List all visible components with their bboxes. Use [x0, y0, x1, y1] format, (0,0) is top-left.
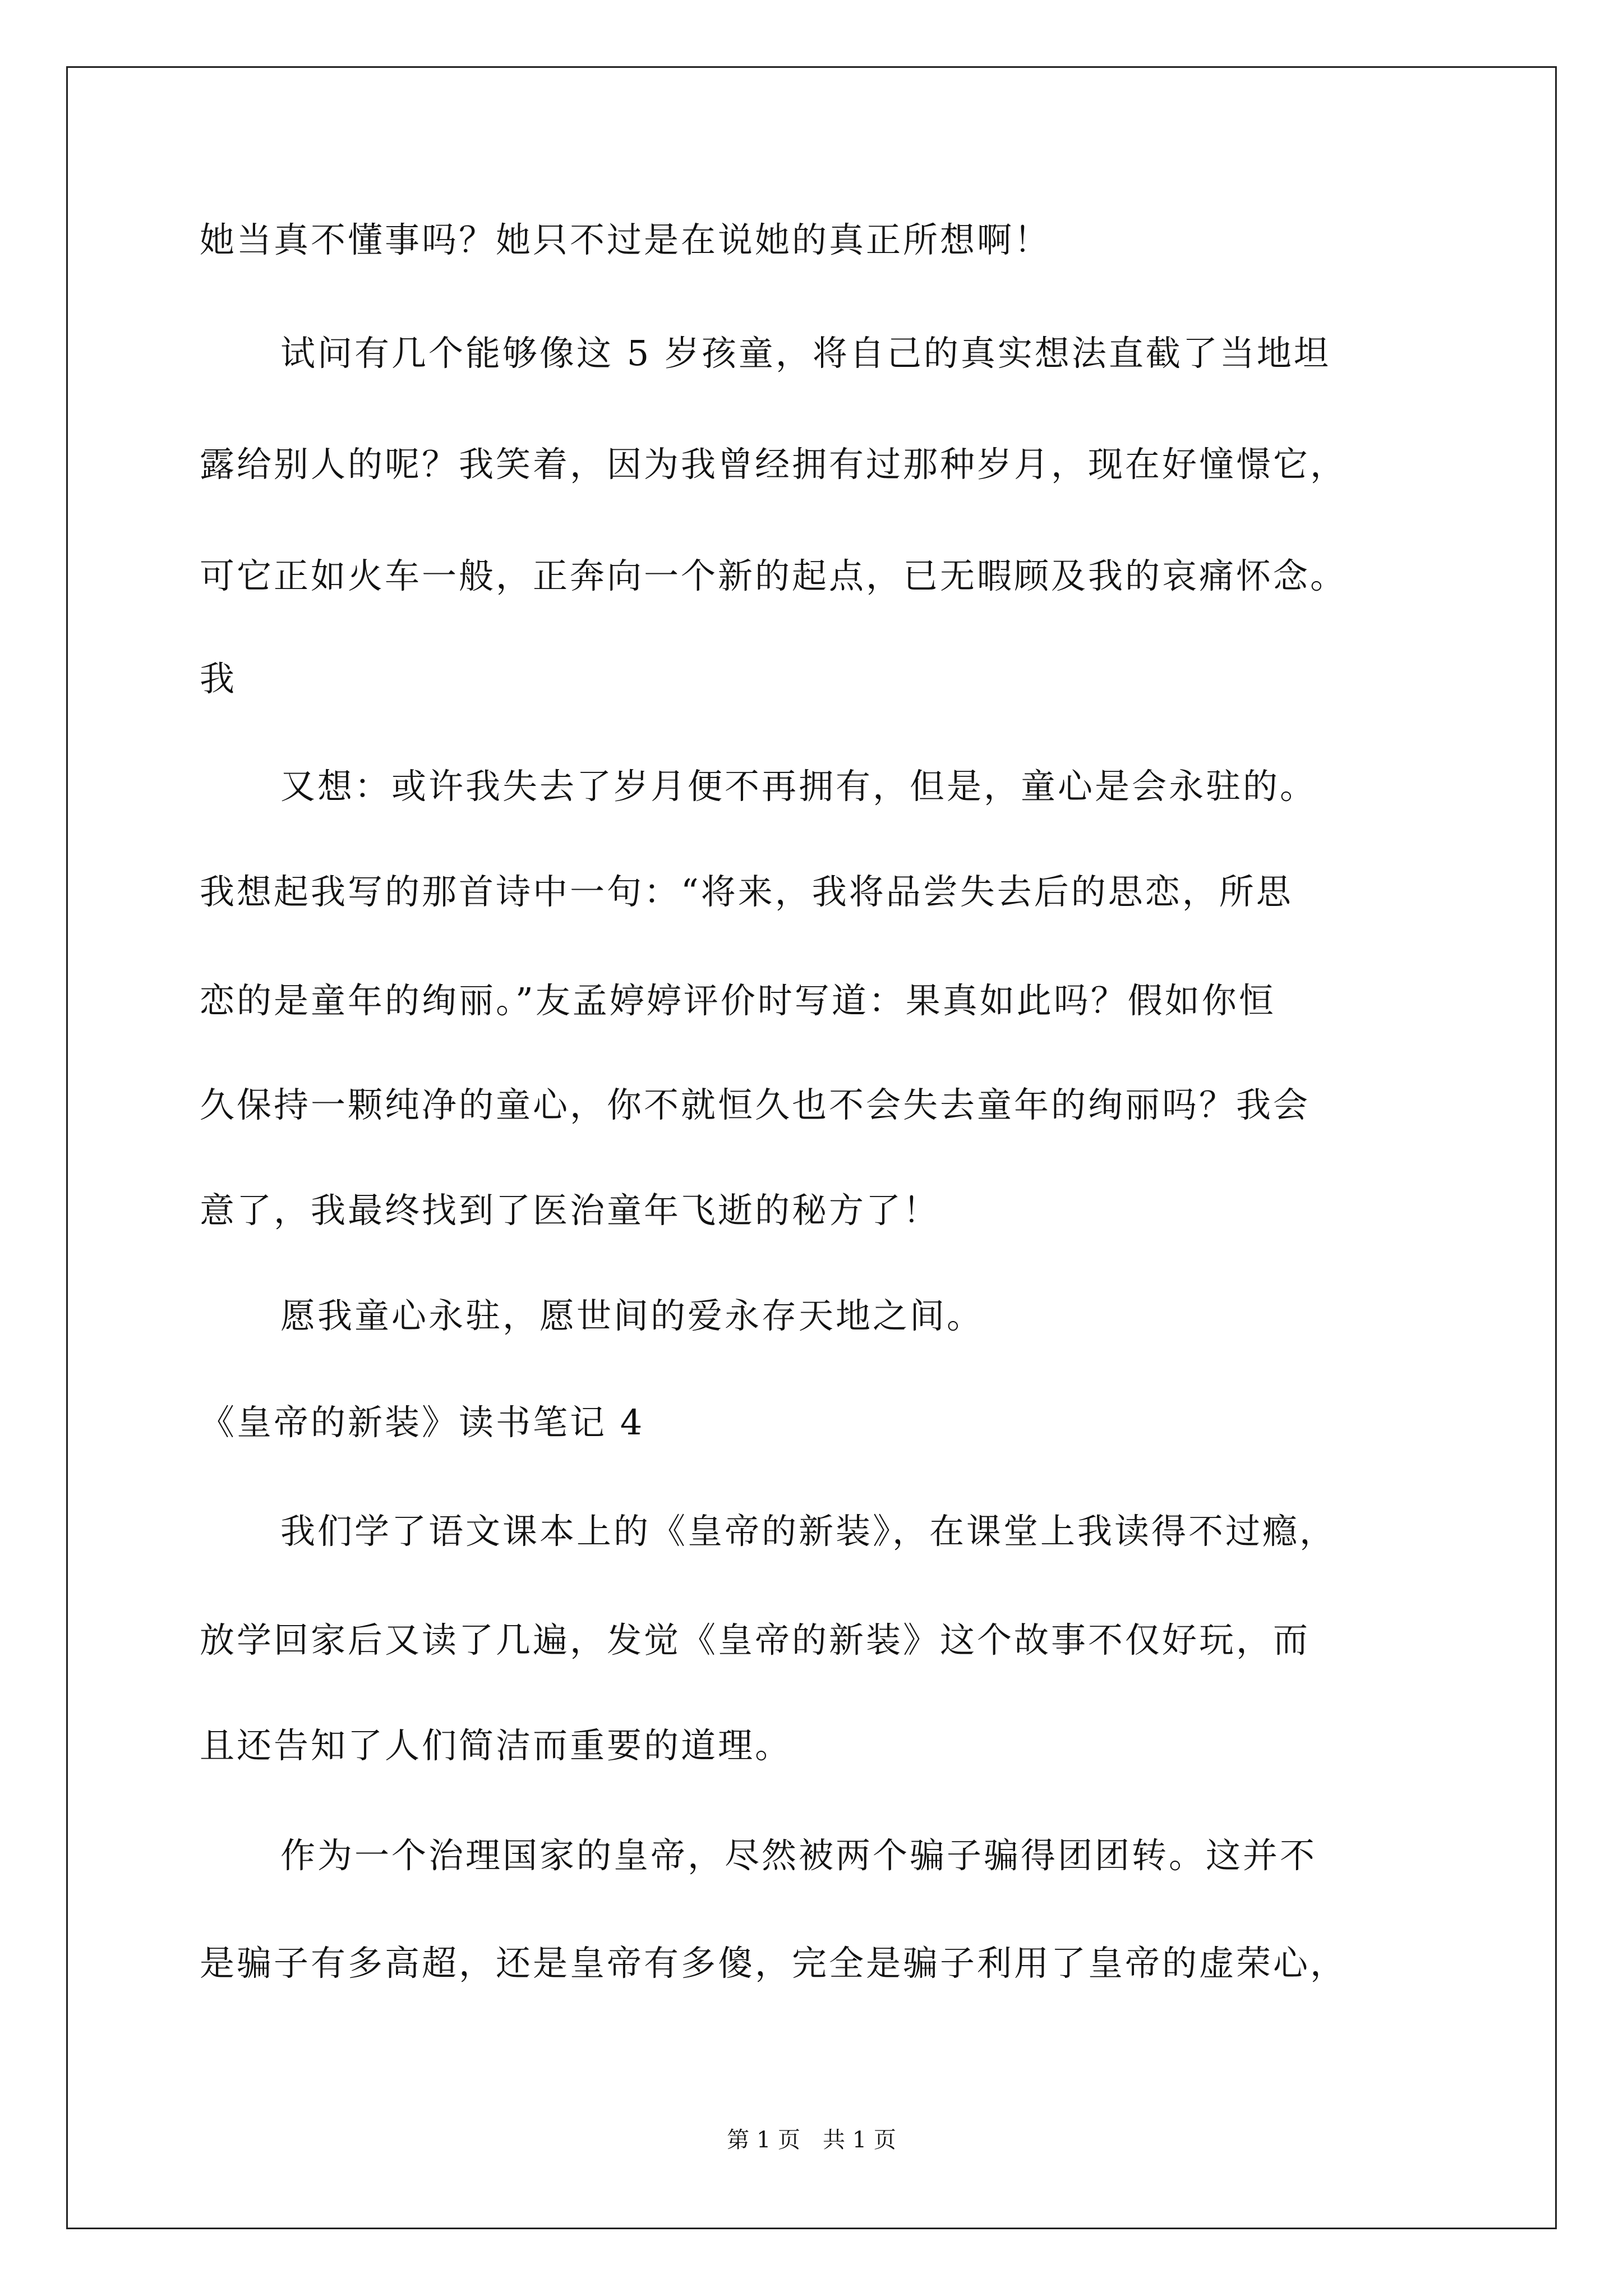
text-line: 且还告知了人们简洁而重要的道理。 — [200, 1725, 792, 1766]
text-line: 恋的是童年的绚丽。”友孟婷婷评价时写道：果真如此吗？假如你恒 — [200, 980, 1276, 1021]
page-number-total: 共 1 页 — [823, 2127, 896, 2153]
text-line: 放学回家后又读了几遍，发觉《皇帝的新装》这个故事不仅好玩，而 — [200, 1619, 1311, 1660]
text-line: 是骗子有多高超，还是皇帝有多傻，完全是骗子利用了皇帝的虚荣心， — [200, 1943, 1348, 1984]
paragraph-start: 愿我童心永驻，愿世间的爱永存天地之间。 — [280, 1295, 984, 1336]
paragraph-start: 试问有几个能够像这 5 岁孩童，将自己的真实想法直截了当地坦 — [280, 333, 1331, 374]
paragraph-start: 又想：或许我失去了岁月便不再拥有，但是，童心是会永驻的。 — [280, 766, 1317, 807]
text-line: 她当真不懂事吗？她只不过是在说她的真正所想啊！ — [200, 219, 1052, 260]
text-line: 意了，我最终找到了医治童年飞逝的秘方了！ — [200, 1190, 940, 1231]
page-footer — [0, 2126, 1623, 2154]
page-number-current: 第 1 页 — [727, 2127, 800, 2153]
page-border — [66, 66, 1557, 2229]
text-line: 露给别人的呢？我笑着，因为我曾经拥有过那种岁月，现在好憧憬它， — [200, 444, 1348, 485]
text-line: 久保持一颗纯净的童心，你不就恒久也不会失去童年的绚丽吗？我会 — [200, 1084, 1311, 1125]
paragraph-start: 我们学了语文课本上的《皇帝的新装》，在课堂上我读得不过瘾， — [280, 1511, 1337, 1552]
text-line: 我想起我写的那首诗中一句：“将来，我将品尝失去后的思恋，所思 — [200, 871, 1293, 912]
section-heading: 《皇帝的新装》读书笔记 4 — [200, 1402, 645, 1443]
text-line: 可它正如火车一般，正奔向一个新的起点，已无暇顾及我的哀痛怀念。 — [200, 555, 1348, 596]
paragraph-start: 作为一个治理国家的皇帝，尽然被两个骗子骗得团团转。这并不 — [280, 1835, 1317, 1876]
text-line: 我 — [200, 658, 237, 699]
